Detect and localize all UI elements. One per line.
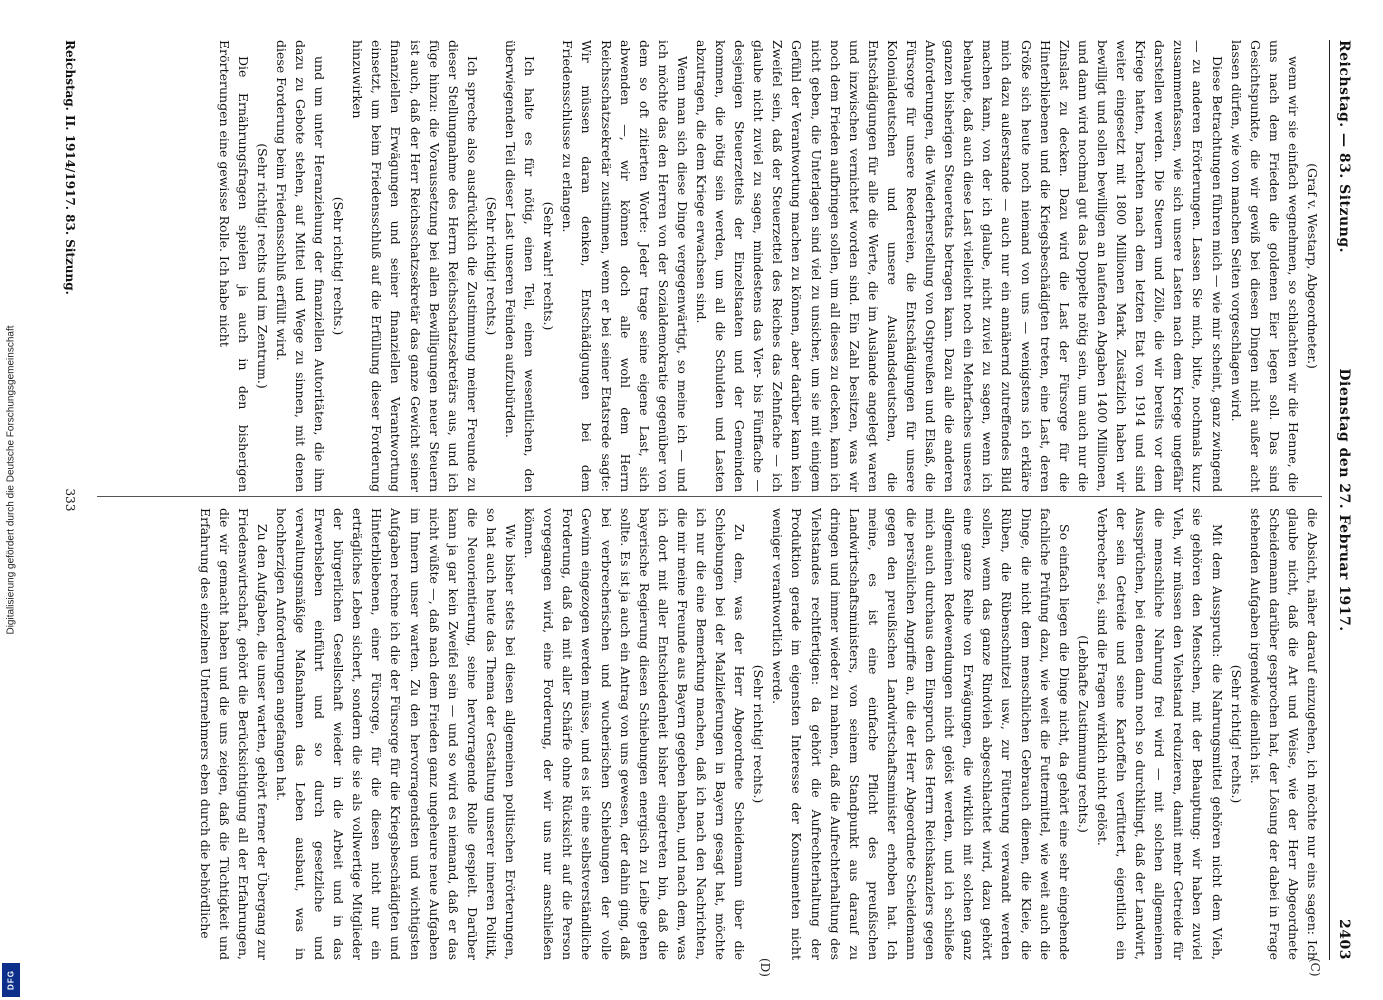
interjection: (Sehr richtig! rechts.): [1228, 664, 1244, 804]
interjection: (Lebhafte Zustimmung rechts.): [1075, 635, 1091, 833]
interjection: (Sehr richtig! rechts und im Zentrum.): [254, 143, 270, 389]
paragraph: Zu den Aufgaben, die unser warten, gehört ferner der Übergang zur Friedenswirtschaft, gehört die Berücksichtigung all der Erfahrungen, die wir gemacht haben und die uns zeigen, daß die Tüchtigkeit und Erfahrung des einzelnen Unternehmers eben durch die behördliche: [197, 508, 270, 960]
paragraph: Wenn man sich diese Dinge vergegenwärtigt, so meine ich — und ich möchte das den Herren von der Sozialdemokratie gegenüber von dem so oft zitierten Worte: Jeder trage seine eigene Last, sich abwenden —, wir können doch alle wohl dem Herrn Reichsschatzsekretär zustimmen, wenn er bei seiner Etatsrede sagte: Wir müssen daran denken, Entschädigungen bei dem Friedensschlusse zu erlangen.: [560, 40, 690, 492]
paragraph: die Absicht, näher darauf einzugehen, ich möchte nur eins sagen: Ich glaube nicht, daß die Art und Weise, wie der Herr Abgeordnete Scheidemann darüber gesprochen hat, der Lösung der dabei in Frage stehenden Aufgaben irgendwie dienlich ist.: [1247, 508, 1320, 960]
column-divider: [97, 496, 1322, 497]
paragraph: wenn wir sie einfach wegnehmen, so schlachten wir die Henne, die uns nach dem Frieden die goldenen Eier legen soll. Das sind Gesichtspunkte, die wir gewiß bei diesen Dingen nicht außer acht lassen dürfen, wie von manchen Seiten vorgeschlagen wird.: [1228, 40, 1301, 492]
scanned-page: [42, 0, 1362, 1000]
paragraph: Ich spreche also ausdrücklich die Zustimmung meiner Freunde zu dieser Stellungnahme des Herrn Reichsschatzsekretärs aus, und ich füge hinzu: die Voraussetzung bei allen Bewilligungen neuer Steuern ist auch, daß der Herr Reichsschatzsekretär das ganze Gewicht seiner finanziellen Erwägungen und seiner finanziellen Verantwortung einsetzt, um beim Friedensschluß auf die Erfüllung dieser Forderung hinzuwirken: [350, 40, 480, 492]
paragraph: Diese Betrachtungen führen mich — wie mir scheint, ganz zwingend — zu anderen Erörterungen. Lassen Sie mich, bitte, nochmals kurz zusammenfassen, wie sich unsere Lasten nach dem Kriege ungefähr darstellen werden. Die Steuern und Zölle, die wir bereits vor dem Kriege hatten, brachten nach dem letzten Etat von 1914 und sind weiter eingesetzt mit 1800 Millionen Mark. Zusätzlich haben wir bewilligt und sollen bewilligen an laufenden Abgaben 1400 Millionen, und dann wird nochmal gut das Doppelte nötig sein, um auch nur die Zinslast zu decken. Dazu wird die Last der Fürsorge für die Hinterbliebenen und die Kriegsbeschädigten treten, eine Last, deren Größe sich heute noch niemand von uns — wenigstens ich erkläre mich dazu außerstande — auch nur ein annähernd zutreffendes Bild machen kann, von der ich glaube, nicht zuviel zu sagen, wenn ich behaupte, daß auch diese Last vielleicht noch ein Mehrfaches unseres ganzen bisherigen Steueretats betragen kann. Dazu alle die anderen Anforderungen, die Wiederherstellung von Ostpreußen und Elsaß, die Fürsorge für unsere Reedereien, die Entschädigungen für unsere Kolonialdeutschen und unsere Auslandsdeutschen, die Entschädigungen für alle die Werte, die im Auslande angelegt waren und inzwischen vernichtet worden sind. Ein Zahl besitzen, was wir noch dem Frieden aufbringen sollen, um all dieses zu decken, kann ich nicht geben, die Unterlagen sind viel zu unsicher, um sie mit einigem Gefühl der Verantwortung machen zu können, aber darüber kann kein Zweifel sein, daß der Steuerzettel des Reiches das Zehnfache — ich glaube nicht zuviel zu sagen, mindestens das Vier- bis Fünffache — desjenigen Steuerzettels der Einzelstaaten und der Gemeinden kommen, die nötig sein werden, um all die Schulden und Lasten abzutragen, die dem Kriege erwachsen sind.: [694, 40, 1225, 492]
page-column-number: 2403: [1336, 919, 1352, 960]
running-head: [1329, 40, 1352, 960]
dfg-logo: [2, 963, 20, 997]
paragraph: Ich halte es für nötig, einen Teil, einen wesentlichen, den überwiegenden Teil dieser Last unseren Feinden aufzubürden.: [503, 40, 538, 492]
footer-signature: Reichstag. II. 1914/1917. 83. Sitzung.: [63, 40, 77, 295]
speaker-line: (Graf v. Westarp, Abgeordneter.): [1305, 163, 1320, 369]
interjection: (Sehr richtig! rechts.): [751, 664, 767, 804]
right-column: [97, 508, 1322, 960]
side-strip: [0, 0, 22, 1000]
margin-mark-d: (D): [758, 958, 772, 977]
scan-area: [42, 0, 1362, 1000]
funding-note: Digitalisierung gefördert durch die Deutsche Forschungsgemeinschaft: [5, 325, 17, 635]
paragraph: Zu dem, was der Herr Abgeordnete Scheidemann über die Schiebungen bei der Malzlieferungen in Bayern gesagt hat, möchte ich nur die eine Bemerkung machen, daß ich nach den Nachrichten, die mir meine Freunde aus Bayern gegeben haben, und nach dem, was ich dort mit aller Entschiedenheit bisher eingetreten bin, daß die bayerische Regierung diesen Schiebungen energisch zu Leibe gehen sollte. Es ist ja auch ein Antrag von uns gewesen, der dahin ging, daß bei verbrecherischen und wucherischen Schiebungen der volle Gewinn eingezogen werden müsse, und es ist eine selbstverständliche Forderung, daß da mit aller Schärfe ohne Rücksicht auf die Person vorgegangen wird, eine Forderung, der wir uns nur anschließen können.: [522, 508, 748, 960]
interjection: (Sehr richtig! rechts.): [483, 196, 499, 336]
running-head-date: Dienstag den 27. Februar 1917.: [1336, 368, 1352, 632]
running-head-left: Reichstag. — 83. Sitzung.: [1336, 40, 1352, 253]
paragraph: und um unter Heranziehung der finanziellen Autoritäten, die ihm dazu zu Gebote stehen, auf Mittel und Wege zu sinnen, mit denen diese Forderung beim Friedensschluß erfüllt wird.: [273, 40, 328, 492]
paragraph: Die Ernährungsfragen spielen ja auch in den bisherigen Erörterungen eine gewisse Rolle. Ich habe nicht: [216, 40, 251, 492]
paragraph: So einfach liegen die Dinge nicht, da gehört eine sehr eingehende fachliche Prüfung dazu, wie weit die Futtermittel, wie weit auch die Dinge, die nicht dem menschlichen Gebrauch dienen, die Kleie, die Rüben, die Rübenschnitzel usw., zur Fütterung verwandt werden sollen, wenn das ganze Rindvieh abgeschlachtet wird, dazu gehört eine ganze Reihe von Erwägungen, die wirklich mit solchen ganz allgemeinen Redewendungen nicht gelöst werden, und ich schließe mich auch durchaus dem Einspruch des Herrn Reichskanzlers gegen die persönlichen Angriffe an, die der Herr Abgeordnete Scheidemann gegen den preußischen Landwirtschaftsminister erhoben hat. Ich meine, es ist eine einfache Pflicht des preußischen Landwirtschaftsministers, von seinem Standpunkt aus darauf zu dringen und immer wieder zu mahnen, daß die Aufrechterhaltung des Viehstandes rechtfertigen: da gehört die Aufrechterhaltung der Produktion gerade im eigensten Interesse der Konsumenten nicht weniger verantwortlich werde.: [770, 508, 1072, 960]
paragraph: Mit dem Ausspruch: die Nahrungsmittel gehören nicht dem Vieh, sie gehören den Menschen, mit der Behauptung: wir haben zuviel Vieh, wir müssen den Viehstand reduzieren, damit mehr Getreide für die menschliche Nahrung frei wird — mit solchen allgemeinen Aussprüchen, bei denen dann noch so durchklingt, daß der Landwirt, der sein Getreide und seine Kartoffeln verfüttert, eigentlich ein Verbrecher sei, sind die Fragen wirklich nicht gelöst.: [1094, 508, 1225, 960]
interjection: (Sehr wahr! rechts.): [541, 201, 557, 331]
dfg-logo-text: DFG: [6, 970, 16, 990]
left-column: [97, 40, 1322, 492]
footer-page-number: 333: [63, 488, 77, 512]
interjection: (Sehr richtig! rechts.): [331, 196, 347, 336]
margin-mark-c: (C): [1308, 958, 1322, 977]
paragraph: Wie bisher stets bei diesen allgemeinen politischen Erörterungen, so hat auch heute das Thema der Gestaltung unserer inneren Politik, die Neuorientierung, seine hervorragende Rolle gespielt. Darüber kann ja gar kein Zweifel sein — und so wird es niemand, daß er das nicht wüßte —, daß nach dem Frieden ganz ungeheure neue Aufgaben im Innern unser warten. Zu den hervorragendsten und wichtigsten Aufgaben rechne ich die der Fürsorge für die Kriegsbeschädigten und Hinterbliebenen, einer Fürsorge, für die diesen nicht nur ein erträgliches Leben sichert, sondern die sie als vollwertige Mitglieder der bürgerlichen Gesellschaft wieder in die Arbeit und in das Erwerbsleben einführt und so durch gesetzliche und verwaltungsmäßige Maßnahmen das Leben ausbaut, was in hochherzigen Anforderungen angefangen hat.: [273, 508, 519, 960]
